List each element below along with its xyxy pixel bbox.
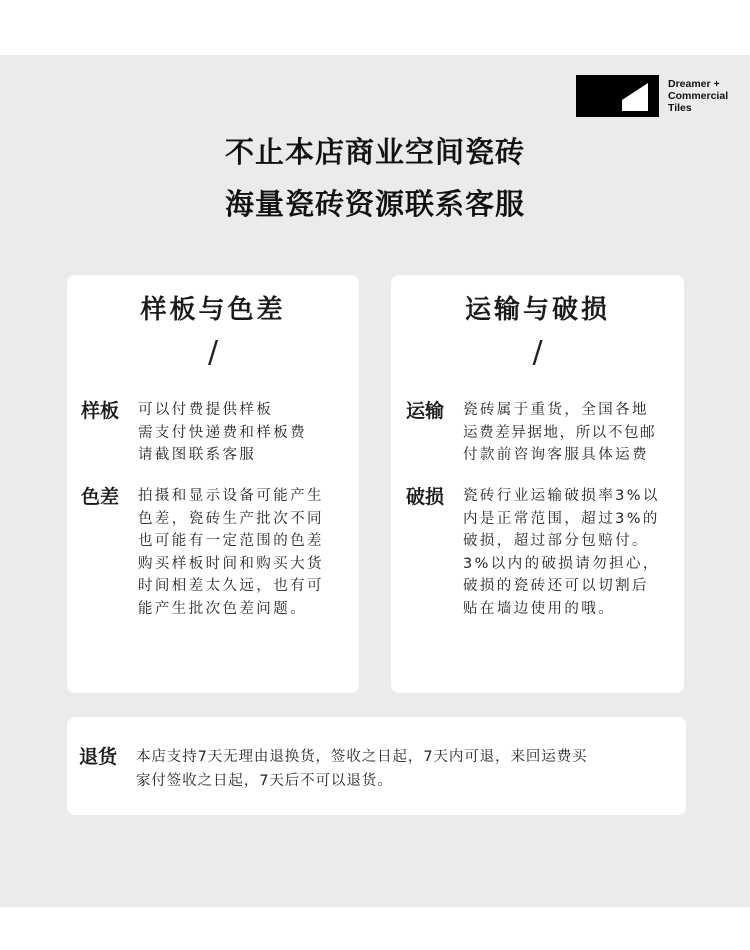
text-line: 本店支持7天无理由退换货，签收之日起，7天内可退，来回运费买 [136,749,588,765]
logo-line-1: Dreamer + [668,78,720,90]
section-label: 退货 [79,746,118,768]
sample-color-card [67,275,359,693]
section-text [138,399,307,467]
content-panel [0,55,750,907]
section-text [463,399,656,467]
headline-line-1: 不止本店商业空间瓷砖 [224,135,525,169]
text-line: 付款前咨询客服具体运费 [463,447,649,463]
section-text [138,485,324,620]
section-text [136,745,587,793]
text-line: 3%以内的破损请勿担心， [463,555,660,572]
text-line: 色差，瓷砖生产批次不同 [138,510,324,527]
damage-section [406,485,660,620]
text-line: 破损的瓷砖还可以切割后 [463,578,649,594]
text-line: 拍摄和显示设备可能产生 [138,488,324,504]
section-label: 运输 [406,400,445,422]
text-line: 家付签收之日起，7天后不可以退货。 [136,773,393,789]
text-line: 也可能有一定范围的色差 [138,533,324,549]
sample-section [81,399,307,467]
section-label: 破损 [406,486,445,508]
headline-line-2: 海量瓷砖资源联系客服 [224,187,525,221]
brand-logo [576,75,728,117]
section-label: 样板 [81,400,120,422]
text-line: 可以付费提供样板 [138,402,274,418]
text-line: 贴在墙边使用的哦。 [463,600,616,617]
logo-line-3: Tiles [668,102,692,114]
logo-text [668,78,728,114]
text-line: 瓷砖属于重货，全国各地 [463,402,649,418]
return-section [79,745,587,793]
section-text [463,485,660,620]
card-title: 运输与破损 [464,295,610,325]
text-line: 内是正常范围，超过3%的 [463,510,660,527]
return-policy-card [67,717,686,815]
logo-mark [576,75,659,117]
text-line: 能产生批次色差问题。 [138,600,307,617]
text-line: 购买样板时间和购买大货 [138,555,324,572]
title-slash: / [532,335,543,370]
shipping-section [406,399,656,467]
text-line: 时间相差太久远，也有可 [138,578,324,594]
section-label: 色差 [81,486,120,508]
text-line: 运费差异据地，所以不包邮 [463,424,657,441]
shipping-damage-card [391,275,684,693]
text-line: 请截图联系客服 [138,447,257,463]
logo-line-2: Commercial [668,90,729,102]
text-line: 破损，超过部分包赔付。 [463,533,649,549]
text-line: 瓷砖行业运输破损率3%以 [463,488,660,504]
color-diff-section [81,485,324,620]
text-line: 需支付快递费和样板费 [138,424,307,441]
card-title: 样板与色差 [140,295,286,325]
title-slash: / [207,335,219,370]
